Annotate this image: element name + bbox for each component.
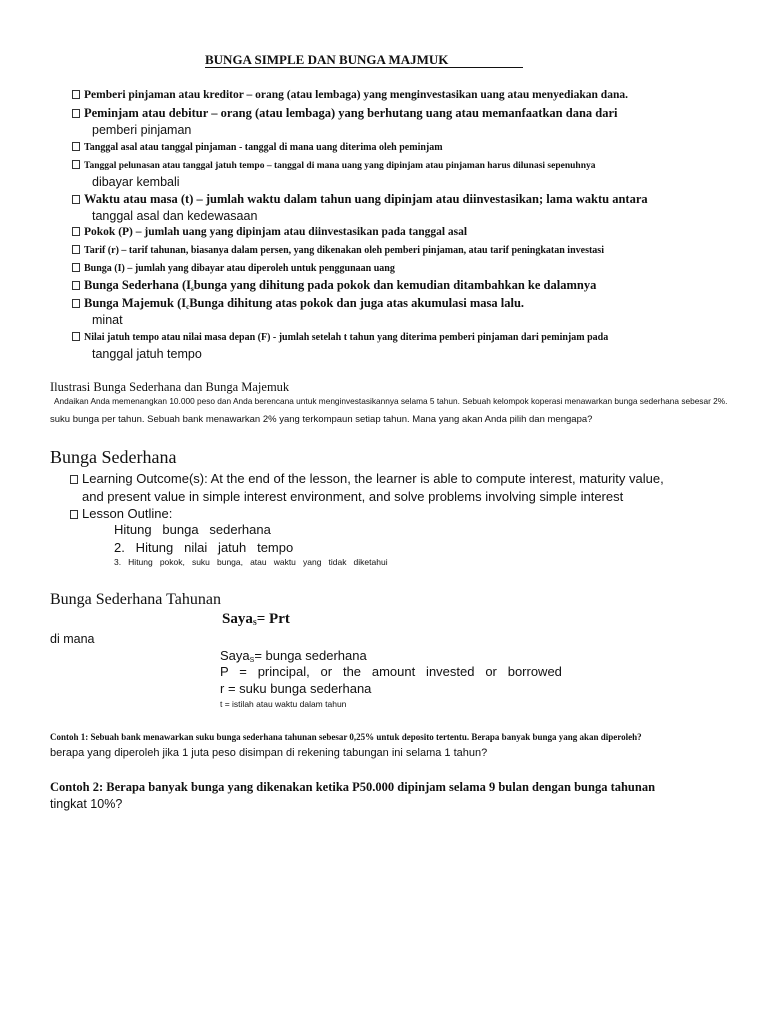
checkbox-glyph-icon	[72, 109, 80, 118]
definition-item: Pemberi pinjaman atau kreditor – orang (atau lembaga) yang menginvestasikan uang atau menyediakan dana.	[72, 89, 628, 101]
title-underline	[205, 67, 523, 68]
learning-outcome-continuation: and present value in simple interest environment, and solve problems involving simple interest	[82, 489, 624, 504]
checkbox-glyph-icon	[72, 299, 80, 308]
definition-item: Bunga Majemuk ($I_cBunga$ dihitung atas pokok dan juga atas akumulasi masa lalu.	[72, 296, 524, 311]
definition-continuation: tanggal jatuh tempo	[92, 347, 202, 361]
document-title: BUNGA SIMPLE DAN BUNGA MAJMUK	[205, 52, 449, 67]
definition-item: Tanggal pelunasan atau tanggal jatuh tempo – tanggal di mana uang yang dipinjam atau pinjaman harus dilunasi sepenuhnya	[72, 160, 595, 171]
example-1: Contoh 1: Sebuah bank menawarkan suku bunga sederhana tahunan sebesar 0,25% untuk deposito tertentu. Berapa banyak bunga yang akan diperoleh?	[50, 732, 642, 742]
formula-variable: P = principal, or the amount invested or borrowed	[220, 664, 562, 679]
checkbox-glyph-icon	[70, 510, 78, 519]
formula-heading: Bunga Sederhana Tahunan	[50, 591, 221, 608]
illustration-text: Andaikan Anda memenangkan 10.000 peso dan Anda berencana untuk menginvestasikannya selama 5 tahun. Sebuah kelompok koperasi menawarkan bunga sederhana sebesar 2%.	[54, 396, 728, 406]
definition-item: Peminjam atau debitur – orang (atau lembaga) yang berhutang uang atau memanfaatkan dana dari	[72, 106, 618, 121]
definition-continuation: dibayar kembali	[92, 175, 180, 189]
definition-continuation: pemberi pinjaman	[92, 123, 192, 137]
definition-item: Tarif (r) – tarif tahunan, biasanya dalam persen, yang dikenakan oleh pemberi pinjaman, atau tarif peningkatan investasi	[72, 245, 604, 256]
definition-item: Pokok (P) – jumlah uang yang dipinjam atau diinvestasikan pada tanggal asal	[72, 226, 467, 238]
example-1-continuation: berapa yang diperoleh jika 1 juta peso disimpan di rekening tabungan ini selama 1 tahun?	[50, 747, 488, 759]
definition-item: Tanggal asal atau tanggal pinjaman - tanggal di mana uang diterima oleh peminjam	[72, 142, 443, 153]
checkbox-glyph-icon	[72, 263, 80, 272]
definition-continuation: minat	[92, 313, 123, 327]
definition-item: Waktu atau masa (t) – jumlah waktu dalam tahun uang dipinjam atau diinvestasikan; lama waktu antara	[72, 192, 648, 207]
illustration-text: suku bunga per tahun. Sebuah bank menawarkan 2% yang terkompaun setiap tahun. Mana yang akan Anda pilih dan mengapa?	[50, 414, 593, 425]
checkbox-glyph-icon	[72, 281, 80, 290]
definition-item: Nilai jatuh tempo atau nilai masa depan (F) - jumlah setelah t tahun yang diterima pemberi pinjaman dari peminjam pada	[72, 332, 608, 343]
formula-variable: r = suku bunga sederhana	[220, 681, 372, 696]
example-2: Contoh 2: Berapa banyak bunga yang dikenakan ketika P50.000 dipinjam selama 9 bulan dengan bunga tahunan	[50, 780, 656, 794]
outline-item: 2. Hitung nilai jatuh tempo	[114, 540, 294, 555]
definition-item: Bunga Sederhana ($I_sbunga$ yang dihitung pada pokok dan kemudian ditambahkan ke dalamnya	[72, 278, 596, 293]
outline-item: 3. Hitung pokok, suku bunga, atau waktu yang tidak diketahui	[114, 557, 388, 567]
checkbox-glyph-icon	[72, 332, 80, 341]
definition-item: Bunga (I) – jumlah yang dibayar atau diperoleh untuk penggunaan uang	[72, 263, 395, 274]
definition-continuation: tanggal asal dan kedewasaan	[92, 209, 258, 223]
checkbox-glyph-icon	[72, 90, 80, 99]
formula-variable: Saya$_S$= bunga sederhana	[220, 648, 367, 664]
where-label: di mana	[50, 632, 95, 646]
example-2-continuation: tingkat 10%?	[50, 797, 123, 811]
formula-main: Saya$_S$= Prt	[222, 611, 290, 627]
checkbox-glyph-icon	[72, 227, 80, 236]
formula-variable: t = istilah atau waktu dalam tahun	[220, 699, 347, 709]
checkbox-glyph-icon	[70, 475, 78, 484]
checkbox-glyph-icon	[72, 142, 80, 151]
checkbox-glyph-icon	[72, 195, 80, 204]
checkbox-glyph-icon	[72, 160, 80, 169]
lesson-outline-label: Lesson Outline:	[70, 506, 172, 521]
checkbox-glyph-icon	[72, 245, 80, 254]
section-heading: Bunga Sederhana	[50, 447, 177, 467]
learning-outcome: Learning Outcome(s): At the end of the lesson, the learner is able to compute interest, maturity value,	[70, 471, 664, 486]
illustration-heading: Ilustrasi Bunga Sederhana dan Bunga Majemuk	[50, 380, 290, 394]
outline-item: Hitung bunga sederhana	[114, 522, 271, 537]
